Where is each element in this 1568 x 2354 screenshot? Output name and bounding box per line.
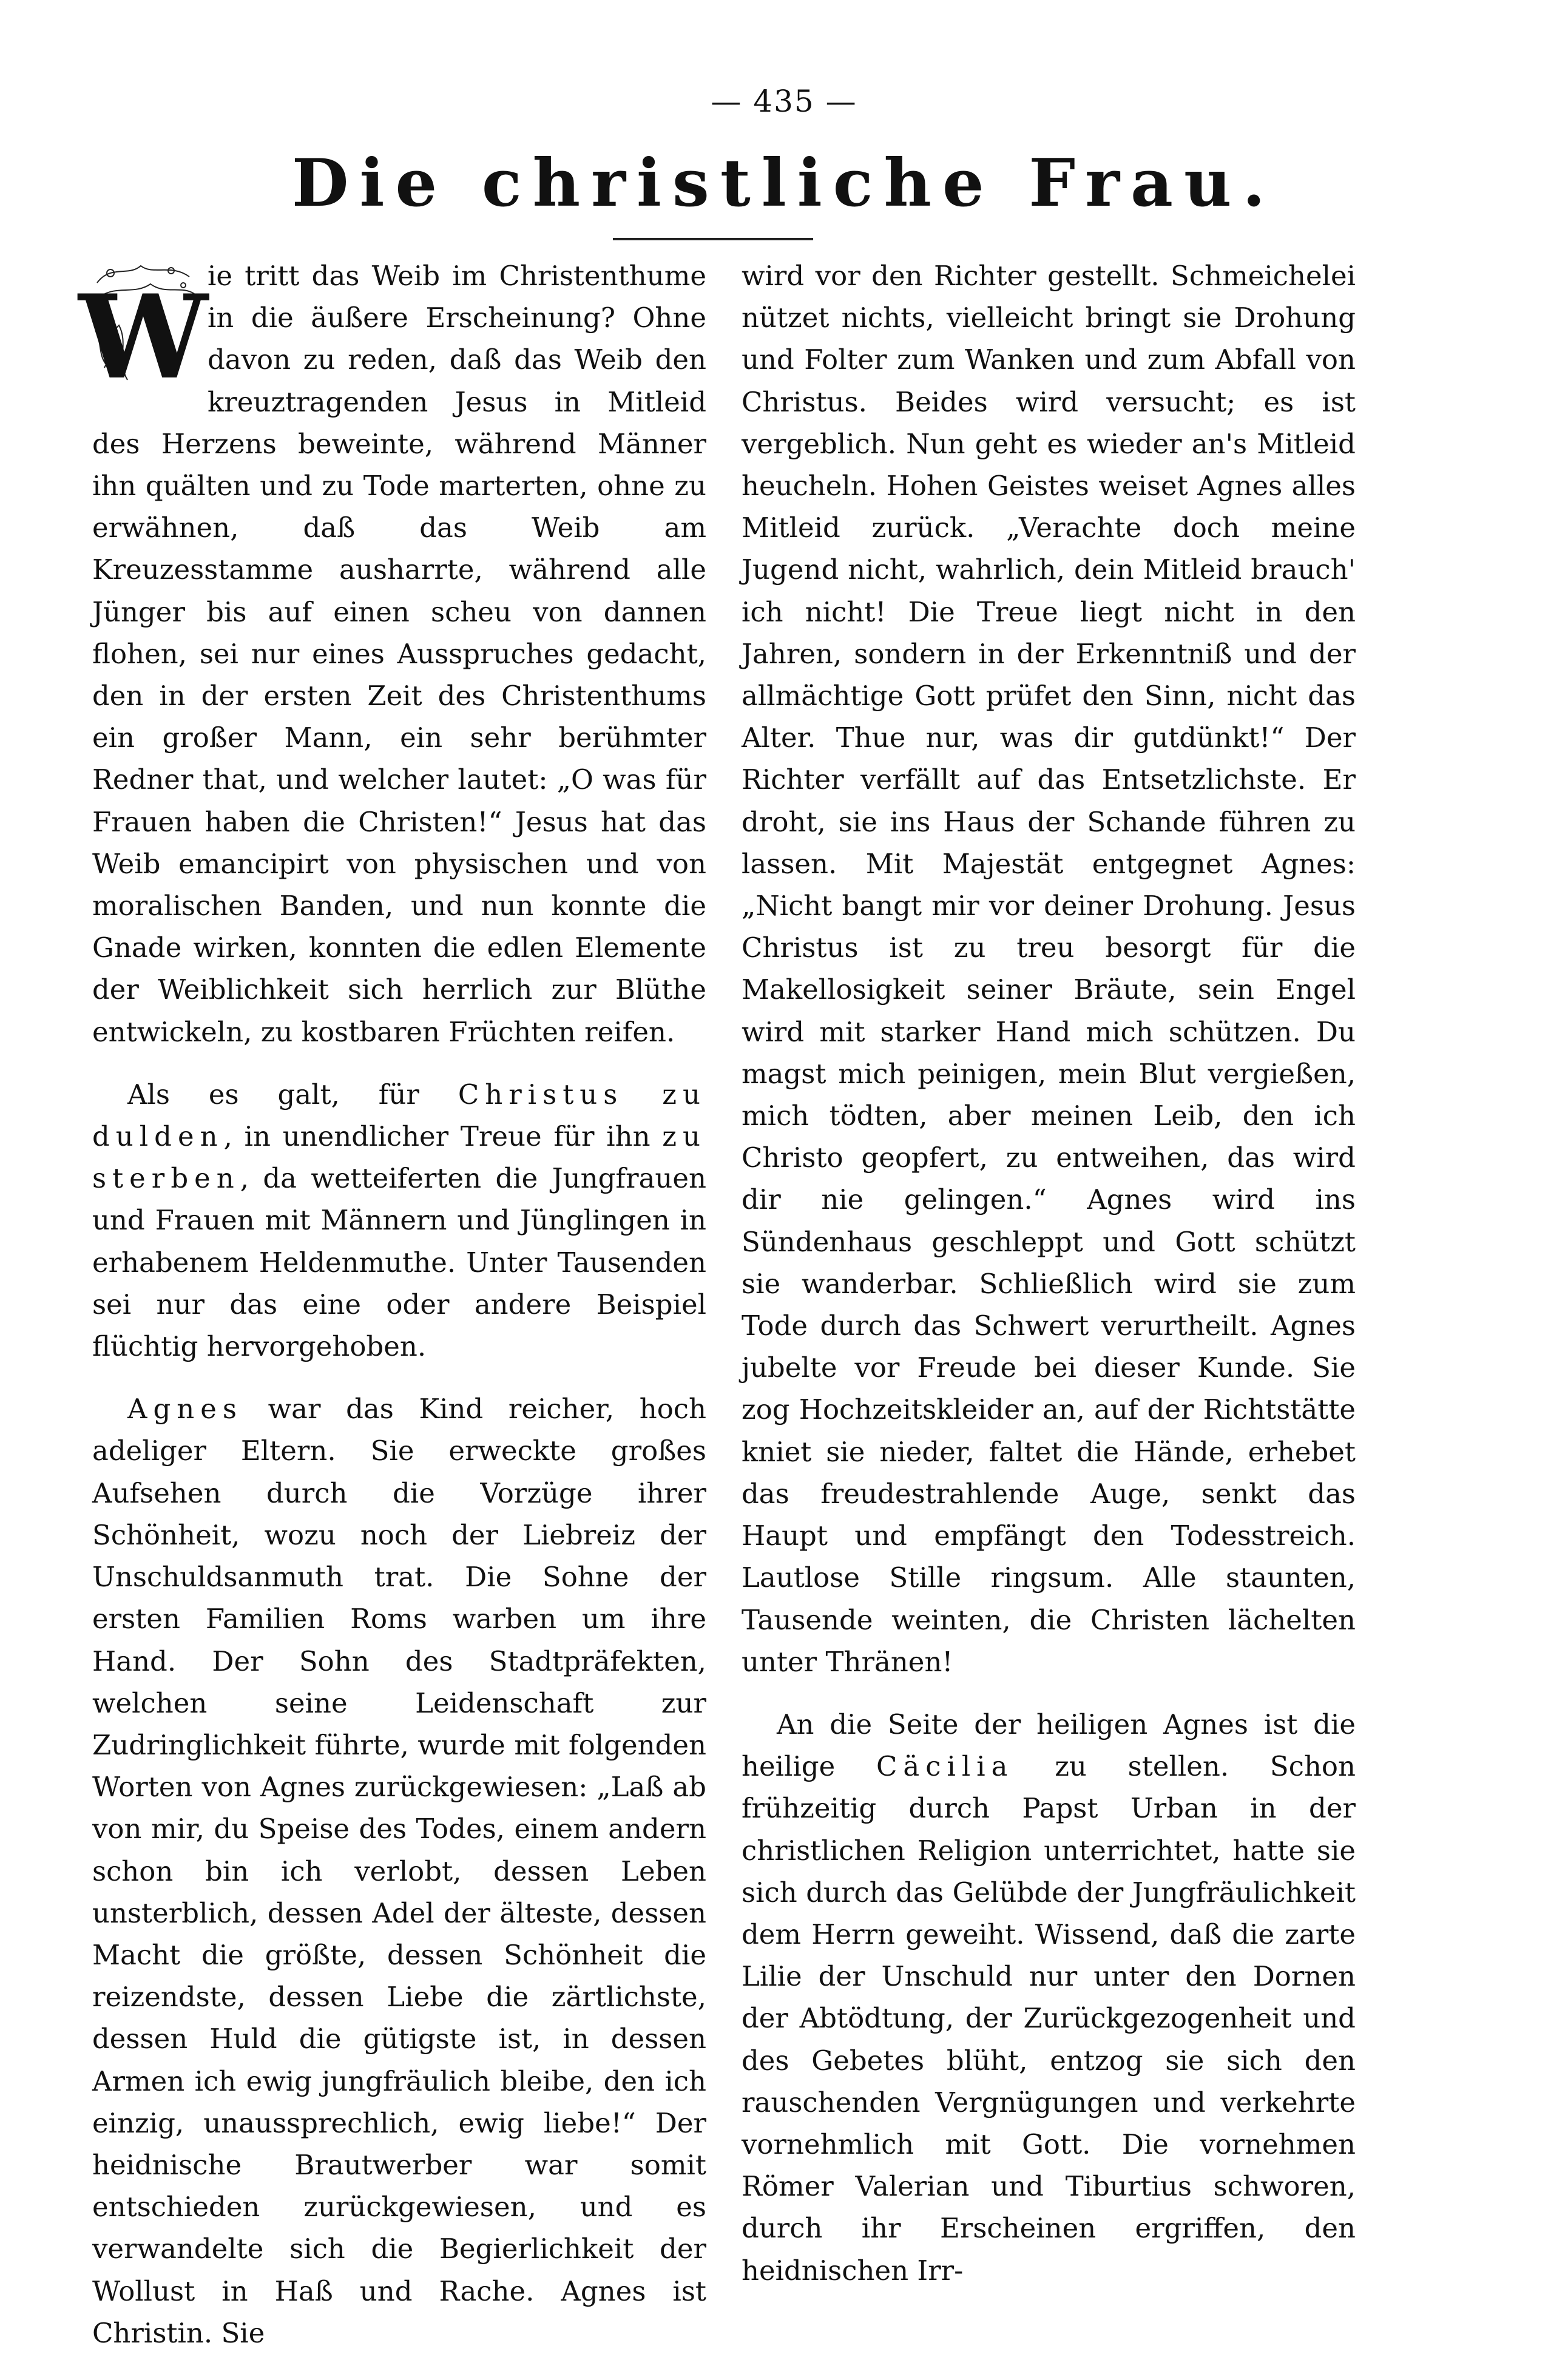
paragraph [92,1074,706,1367]
emphasis-dulden: zu dulden [92,1078,706,1153]
paragraph [78,255,706,1053]
drop-cap-letter: W [78,269,208,405]
paragraph-text [623,1078,662,1111]
paragraph-text: zu stellen. Schon frühzeitig durch Papst Urban in der christlichen Religion unterrichtet, hatte sie sich durch das Gelübde der Jungfräulichkeit dem Herrn geweiht. Wissend, daß die zarte Lilie der Unschuld nur unter den Dornen der Abtödtung, der Zurückgezogenheit und des Gebetes blüht, entzog sie sich den rauschenden Vergnügungen und verkehrte vornehmlich mit Gott. Die vornehmen Römer Valerian und Tiburtius schworen, durch ihr Erscheinen ergriffen, den heidnischen Irr- [742,1750,1356,2287]
paragraph-text: , da wetteiferten die Jungfrauen und Frauen mit Männern und Jünglingen in erhabenem Heldenmuthe. Unter Tausenden sei nur das eine oder andere Beispiel flüchtig hervorgehoben. [92,1162,706,1363]
emphasis-christus: Christus [458,1078,624,1111]
article-title: Die christliche Frau. [291,145,1277,222]
paragraph [742,1703,1356,2291]
ornamental-initial [78,259,208,405]
emphasis-agnes: Agnes [127,1393,243,1426]
paragraph-text: wird vor den Richter gestellt. Schmeichelei nützet nichts, vielleicht bringt sie Drohung und Folter zum Wanken und zum Abfall von Christus. Beides wird versucht; es ist vergeblich. Nun geht es wieder an's Mitleid heucheln. Hohen Geistes weiset Agnes alles Mitleid zurück. „Verachte doch meine Jugend nicht, wahrlich, dein Mitleid brauch' ich nicht! Die Treue liegt nicht in den Jahren, sondern in der Erkenntniß und der allmächtige Gott prüfet den Sinn, nicht das Alter. Thue nur, was dir gutdünkt!“ Der Richter verfällt auf das Entsetzlichste. Er droht, sie ins Haus der Schande führen zu lassen. Mit Majestät entgegnet Agnes: „Nicht bangt mir vor deiner Drohung. Jesus Christus ist zu treu besorgt für die Makellosigkeit seiner Bräute, sein Engel wird mit starker Hand mich schützen. Du magst mich peinigen, mein Blut vergießen, mich tödten, aber meinen Leib, den ich Christo geopfert, zu entweihen, das wird dir nie gelingen.“ Agnes wird ins Sündenhaus geschleppt und Gott schützt sie wanderbar. Schließlich wird sie zum Tode durch das Schwert verurtheilt. Agnes jubelte vor Freude bei dieser Kunde. Sie zog Hochzeitskleider an, auf der Richtstätte kniet sie nieder, faltet die Hände, erhebet das freudestrahlende Auge, senkt das Haupt und empfängt den Todesstreich. Lautlose Stille ringsum. Alle staunten, Tausende weinten, die Christen lächelten unter Thränen! [742,260,1356,1678]
emphasis-caecilia: Cäcilia [876,1750,1014,1783]
paragraph-text: An die Seite der heiligen Agnes ist die heilige [742,1708,1356,1783]
ornamental-initial-w-icon [78,259,208,405]
paragraph-text: Als es galt, für [127,1078,458,1111]
page-number: — 435 — [711,84,857,119]
title-divider [613,238,813,240]
paragraph-text: ie tritt das Weib im Christenthume in die äußere Erscheinung? Ohne davon zu reden, daß das Weib den kreuztragenden Jesus in Mitleid des Herzens beweinte, während Männer ihn quälten und zu Tode marterten, ohne zu erwähnen, daß das Weib am Kreuzesstamme ausharrte, während alle Jünger bis auf einen scheu von dannen flohen, sei nur eines Ausspruches gedacht, den in der ersten Zeit des Christenthums ein großer Mann, ein sehr berühmter Redner that, und welcher lautet: „O was für Frauen haben die Christen!“ Jesus hat das Weib emancipirt von physischen und von moralischen Banden, und nun konnte die Gnade wirken, konnten die edlen Elemente der Weiblichkeit sich herrlich zur Blüthe entwickeln, zu kostbaren Früchten reifen. [92,260,706,1048]
left-column [78,255,706,2354]
paragraph [92,1388,706,2354]
paragraph [742,255,1356,1683]
emphasis-sterben: zu sterben [92,1120,706,1195]
right-column [742,255,1356,2291]
paragraph-text: war das Kind reicher, hoch adeliger Eltern. Sie erweckte großes Aufsehen durch die Vorzüge ihrer Schönheit, wozu noch der Liebreiz der Unschuldsanmuth trat. Die Sohne der ersten Familien Roms warben um ihre Hand. Der Sohn des Stadtpräfekten, welchen seine Leidenschaft zur Zudringlichkeit führte, wurde mit folgenden Worten von Agnes zurückgewiesen: „Laß ab von mir, du Speise des Todes, einem andern schon bin ich verlobt, dessen Leben unsterblich, dessen Adel der älteste, dessen Macht die größte, dessen Schönheit die reizendste, dessen Liebe die zärtlichste, dessen Huld die gütigste ist, in dessen Armen ich ewig jungfräulich bleibe, den ich einzig, unaussprechlich, ewig liebe!“ Der heidnische Brautwerber war somit entschieden zurückgewiesen, und es verwandelte sich die Begierlichkeit der Wollust in Haß und Rache. Agnes ist Christin. Sie [92,1393,706,2349]
paragraph-text: , in unendlicher Treue für ihn [223,1120,663,1153]
